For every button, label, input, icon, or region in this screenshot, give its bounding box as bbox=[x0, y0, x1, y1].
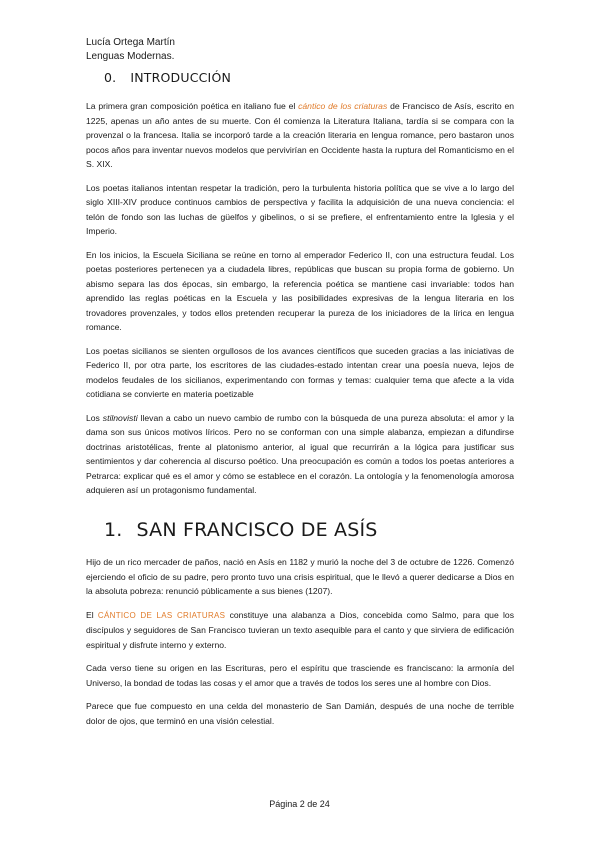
text-run: Los bbox=[86, 412, 103, 423]
italic-term: stilnovisti bbox=[102, 412, 138, 423]
highlighted-title: cántico de los criaturas bbox=[298, 101, 388, 111]
san-francisco-body bbox=[86, 555, 514, 737]
page-number: Página 2 de 24 bbox=[269, 799, 330, 809]
paragraph: Cada verso tiene su origen en las Escrituras, pero el espíritu que trasciende es franciscano: la armonía del Universo, la bondad de todas las cosas y el amor que a través de todos los seres une al hombre con Dios. bbox=[86, 663, 514, 688]
paragraph bbox=[86, 411, 514, 498]
section-number: 1. bbox=[104, 519, 123, 541]
text-run: La primera gran composición poética en italiano fue el bbox=[86, 101, 299, 111]
section-title: INTRODUCCIÓN bbox=[130, 70, 232, 85]
section-heading-introduccion bbox=[104, 70, 231, 85]
section-heading-san-francisco bbox=[104, 519, 378, 541]
paragraph: Los poetas sicilianos se sienten orgullosos de los avances científicos que suceden gracias a las iniciativas de Federico II, por otra parte, los escritores de las ciudades-estado intentan crear una poesía nueva, lejos de modelos feudales de los sicilianos, experimentando con formas y temas: cualquier tema que afecte a la vida cotidiana se convierte en materia poetizable bbox=[86, 345, 514, 399]
section-number: 0. bbox=[104, 70, 117, 85]
paragraph: Hijo de un rico mercader de paños, nació en Asís en 1182 y murió la noche del 3 de octubre de 1226. Comenzó ejerciendo el oficio de su padre, pero pronto tuvo una crisis espiritual, que le llevó a querer dedicarse a Dios en la absoluta pobreza: renunció públicamente a sus bienes (1207). bbox=[86, 557, 514, 596]
highlighted-title: CÁNTICO DE LAS CRIATURAS bbox=[97, 610, 226, 620]
section-title: SAN FRANCISCO DE ASÍS bbox=[136, 519, 378, 541]
paragraph: En los inicios, la Escuela Siciliana se reúne en torno al emperador Federico II, con una estructura feudal. Los poetas posteriores pertenecen ya a ciudadela libres, repúblicas que buscan su propia forma de gobierno. Un abismo separa las dos épocas, sin embargo, la referencia poética se mantiene casi invariable: todos han aprendido las reglas poéticas en la Escuela y las posibilidades expresivas de la lengua literaria en los trovadores provenzales, y todos ellos pretenden recuperar la pureza de los iniciadores de la lírica en lengua romance. bbox=[86, 249, 514, 332]
author-name: Lucía Ortega Martín bbox=[86, 37, 175, 48]
text-run: El bbox=[86, 609, 98, 620]
text-run: de Francisco de Asís, escrito en 1225, apenas un año antes de su muerte. Con él comienza la Literatura Italiana, tardía si se compara con la provenzal o la francesa. Italia se incorporó tarde a la creación literaria en lengua romance, pero bastaron unos pocos años para inventar nuevos modelos que pervivirían en Occidente hasta la ruptura del Romanticismo en el S. XIX. bbox=[86, 101, 514, 169]
paragraph: Parece que fue compuesto en una celda del monasterio de San Damián, después de una noche de terrible dolor de ojos, que terminó en una visión celestial. bbox=[86, 701, 514, 726]
paragraph: Los poetas italianos intentan respetar la tradición, pero la turbulenta historia política que se vive a lo largo del siglo XIII-XIV produce continuos cambios de perspectiva y facilita la adquisición de una nueva conciencia: el telón de fondo son las luchas de güelfos y gibelinos, o si se prefiere, el enfrentamiento entre la Iglesia y el Imperio. bbox=[86, 182, 514, 236]
paragraph bbox=[86, 608, 514, 653]
introduccion-body bbox=[86, 99, 514, 507]
text-run: constituye una alabanza a Dios, concebida como Salmo, para que los discípulos y seguidores de San Francisco tuvieran un texto asequible para el canto y que sirviera de edificación espiritual y disfrute interno y externo. bbox=[86, 609, 514, 650]
paragraph bbox=[86, 99, 514, 172]
text-run: llevan a cabo un nuevo cambio de rumbo con la búsqueda de una pureza absoluta: el amor y la dama son sus únicos motivos líricos. Pero no se conforman con una simple alabanza, empiezan a difundirse doctrinas aristotélicas, frente al platonismo anterior, al igual que recurrirán a la lógica para justificar sus sentimientos y dar coherencia al discurso poético. Una preocupación es común a todos los poetas anteriores a Petrarca: explicar qué es el amor y cómo se establece en el corazón. La ontología y la fenomenología amorosa adquieren así un protagonismo fundamental. bbox=[86, 412, 514, 495]
course-name: Lenguas Modernas. bbox=[86, 51, 175, 62]
page-header bbox=[86, 36, 175, 64]
